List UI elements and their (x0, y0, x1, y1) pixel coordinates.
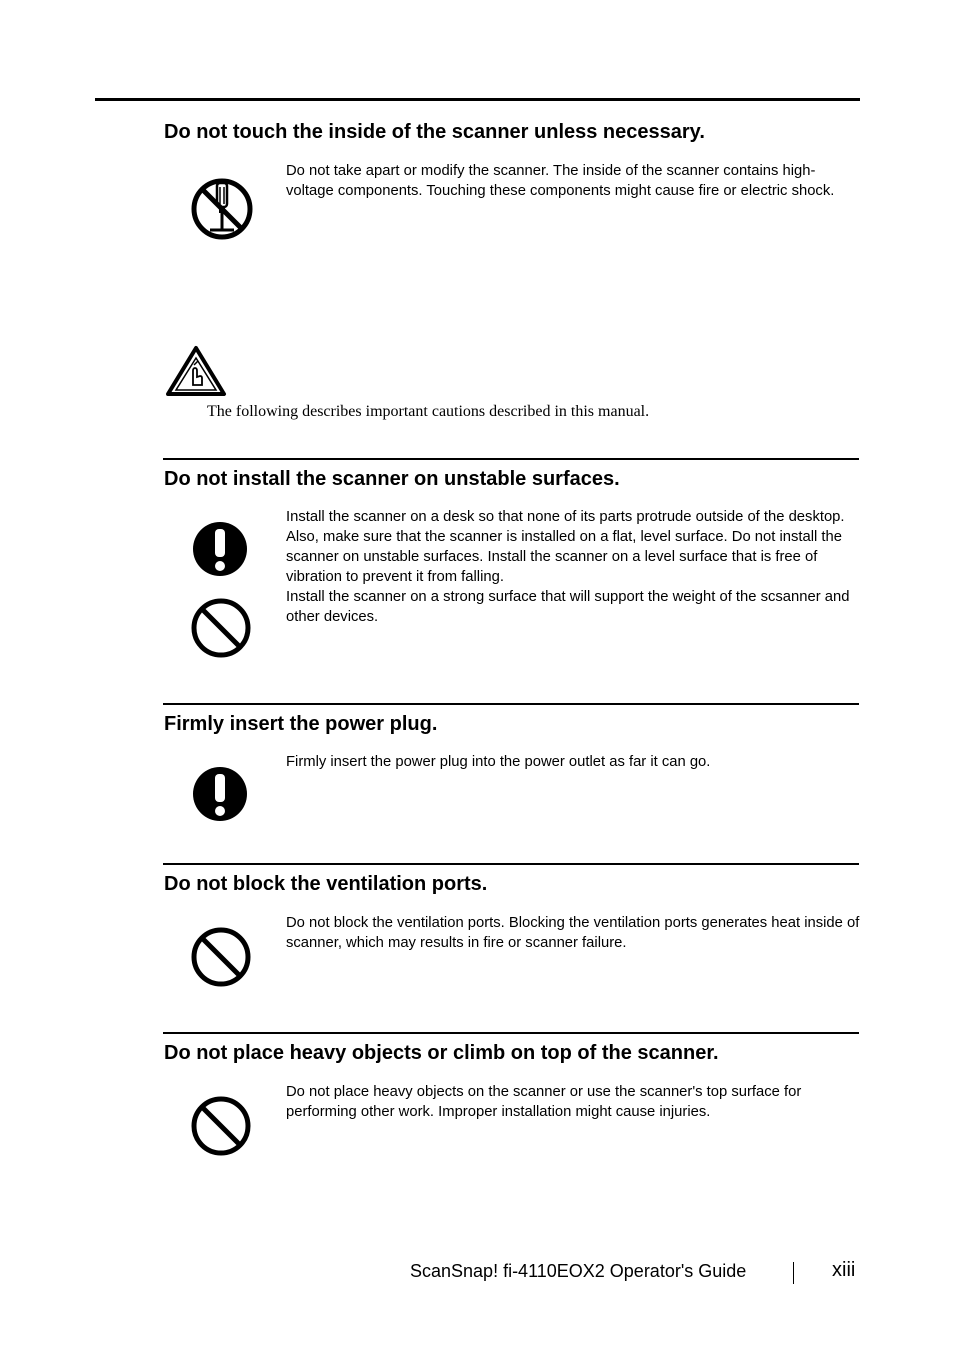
no-disassembly-icon (190, 177, 254, 241)
section-heading-ventilation: Do not block the ventilation ports. (164, 873, 488, 895)
mandatory-action-icon (192, 766, 248, 822)
prohibition-icon (190, 926, 252, 988)
footer-separator (793, 1262, 794, 1284)
section-heading-power-plug: Firmly insert the power plug. (164, 713, 438, 735)
section-text-unstable-surfaces: Install the scanner on a desk so that none of its parts protrude outside of the desktop. Also, make sure that the scanner is installed on a flat, level surface. Do not install the scanner on unstable surfaces. Install the scanner on a level surface that is free of vibration to prevent it from falling. Install the scanner on a strong surface that will support the weight of the scsanner and other devices. (286, 509, 850, 625)
section-rule (163, 458, 859, 460)
prohibition-icon (190, 1095, 252, 1157)
section-heading-heavy-objects: Do not place heavy objects or climb on top of the scanner. (164, 1042, 719, 1064)
section-text-no-touch-inside: Do not take apart or modify the scanner. The inside of the scanner contains high-voltage components. Touching these components might cause fire or electric shock. (286, 163, 835, 199)
caution-description: The following describes important cautions described in this manual. (207, 403, 650, 420)
section-heading-no-touch-inside: Do not touch the inside of the scanner unless necessary. (164, 121, 705, 143)
page-number: xiii (832, 1259, 856, 1281)
section-rule (163, 703, 859, 705)
section-rule (163, 1032, 859, 1034)
caution-triangle-icon (165, 345, 227, 397)
top-rule (95, 98, 860, 101)
prohibition-icon (190, 597, 252, 659)
section-text-heavy-objects: Do not place heavy objects on the scanner or use the scanner's top surface for performing other work. Improper installation might cause injuries. (286, 1084, 802, 1120)
section-text-power-plug: Firmly insert the power plug into the power outlet as far it can go. (286, 754, 711, 770)
section-text-ventilation: Do not block the ventilation ports. Blocking the ventilation ports generates heat inside of scanner, which may results in fire or scanner failure. (286, 915, 860, 951)
section-heading-unstable-surfaces: Do not install the scanner on unstable surfaces. (164, 468, 620, 490)
section-rule (163, 863, 859, 865)
mandatory-action-icon (192, 521, 248, 577)
footer-guide-title: ScanSnap! fi-4110EOX2 Operator's Guide (410, 1261, 747, 1281)
